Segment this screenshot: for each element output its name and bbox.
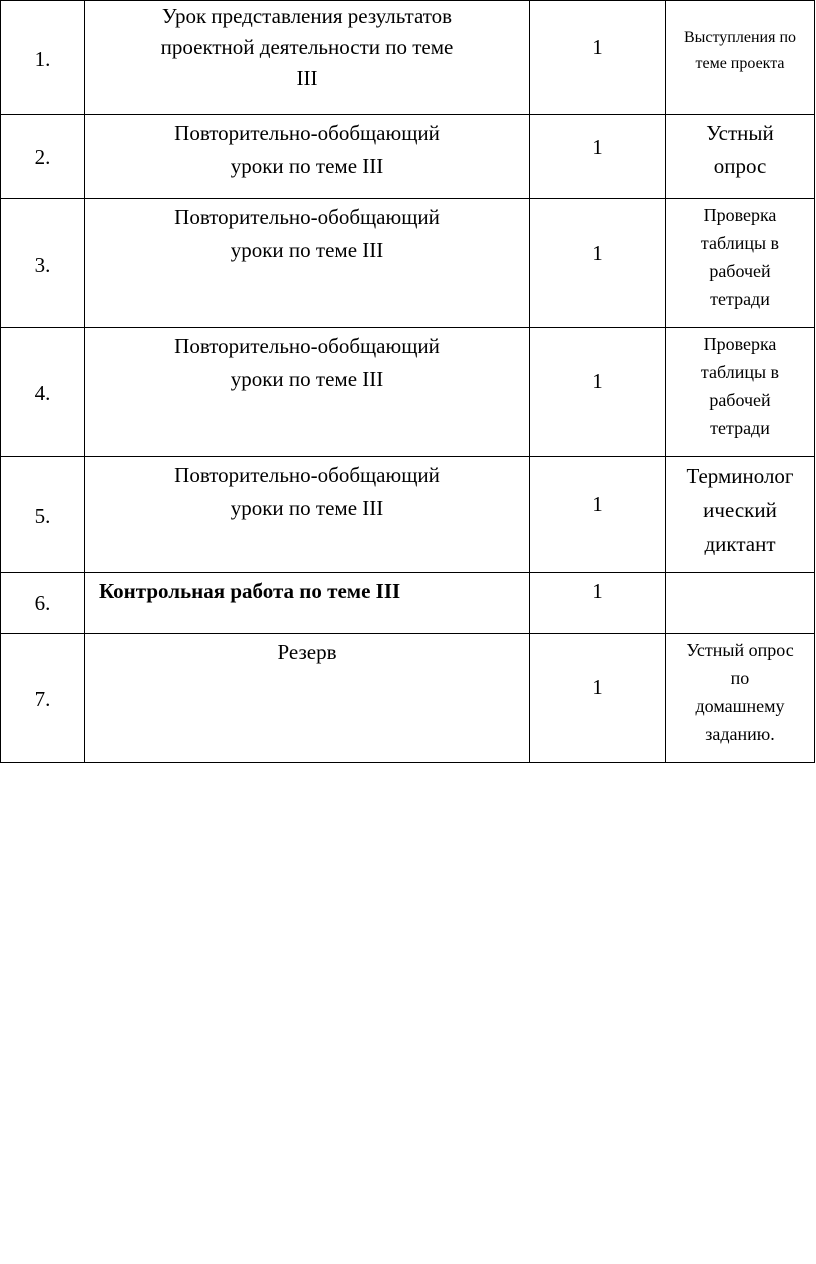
control-form-line: тетради	[710, 418, 770, 438]
topic-line: Повторительно-обобщающий	[174, 121, 440, 145]
hours-value: 1	[592, 35, 603, 59]
table-row	[1, 634, 815, 763]
hours-cell	[530, 457, 666, 573]
control-form-cell	[666, 199, 815, 328]
control-form-cell	[666, 634, 815, 763]
control-form-line: Устный опрос	[686, 640, 794, 660]
topic-cell	[85, 457, 530, 573]
row-number-cell	[1, 328, 85, 457]
hours-value: 1	[592, 241, 603, 265]
row-number-cell	[1, 457, 85, 573]
control-form-cell	[666, 328, 815, 457]
topic-cell	[85, 634, 530, 763]
topic-cell	[85, 1, 530, 115]
control-form-line: теме проекта	[695, 55, 785, 72]
row-number: 1.	[34, 47, 51, 71]
hours-value: 1	[592, 675, 603, 699]
control-form-line: Проверка	[703, 334, 777, 354]
table-row	[1, 457, 815, 573]
control-form-line: Проверка	[703, 205, 777, 225]
topic-line: уроки по теме III	[230, 496, 384, 520]
row-number-cell	[1, 115, 85, 199]
row-number-cell	[1, 1, 85, 115]
row-number-cell	[1, 634, 85, 763]
control-form-cell	[666, 457, 815, 573]
topic-line: уроки по теме III	[230, 154, 384, 178]
row-number-cell	[1, 573, 85, 634]
table-row	[1, 1, 815, 115]
topic-line: III	[296, 66, 318, 90]
control-form-cell	[666, 1, 815, 115]
control-form-line: Терминолог	[686, 464, 794, 488]
hours-cell	[530, 634, 666, 763]
row-number: 2.	[34, 145, 51, 169]
topic-line: уроки по теме III	[230, 367, 384, 391]
hours-cell	[530, 1, 666, 115]
topic-cell	[85, 573, 530, 634]
row-number: 5.	[34, 504, 51, 528]
topic-line: Урок представления результатов	[161, 4, 453, 28]
control-form-cell	[666, 115, 815, 199]
row-number: 3.	[34, 253, 51, 277]
control-form-line: таблицы в	[700, 362, 780, 382]
control-form-line: тетради	[710, 289, 770, 309]
control-form-line: домашнему	[695, 696, 785, 716]
hours-cell	[530, 199, 666, 328]
hours-value: 1	[592, 579, 603, 603]
control-form-line: таблицы в	[700, 233, 780, 253]
hours-cell	[530, 328, 666, 457]
control-form-cell	[666, 573, 815, 634]
row-number: 7.	[34, 687, 51, 711]
hours-cell	[530, 115, 666, 199]
control-form-line: опрос	[713, 154, 767, 178]
topic-cell	[85, 199, 530, 328]
table-row	[1, 199, 815, 328]
topic-line: Повторительно-обобщающий	[174, 205, 440, 229]
table-row	[1, 328, 815, 457]
hours-value: 1	[592, 369, 603, 393]
control-form-line: ический	[703, 498, 777, 522]
hours-cell	[530, 573, 666, 634]
topic-line: проектной деятельности по теме	[160, 35, 454, 59]
table-row	[1, 573, 815, 634]
control-form-line: Выступления по	[684, 29, 796, 46]
hours-value: 1	[592, 135, 603, 159]
control-form-line: Устный	[706, 121, 774, 145]
topic-line: Повторительно-обобщающий	[174, 334, 440, 358]
row-number-cell	[1, 199, 85, 328]
control-form-line: рабочей	[709, 261, 771, 281]
topic-line: Резерв	[277, 640, 337, 664]
topic-line: уроки по теме III	[230, 238, 384, 262]
control-form-line: рабочей	[709, 390, 771, 410]
control-form-line: диктант	[704, 532, 776, 556]
hours-value: 1	[592, 492, 603, 516]
table-row	[1, 115, 815, 199]
control-form-line: заданию.	[705, 724, 775, 744]
row-number: 4.	[34, 381, 51, 405]
topic-line: Повторительно-обобщающий	[174, 463, 440, 487]
topic-cell	[85, 328, 530, 457]
row-number: 6.	[34, 591, 51, 615]
topic-cell	[85, 115, 530, 199]
control-form-line: по	[730, 668, 750, 688]
topic-line: Контрольная работа по теме III	[99, 579, 401, 603]
